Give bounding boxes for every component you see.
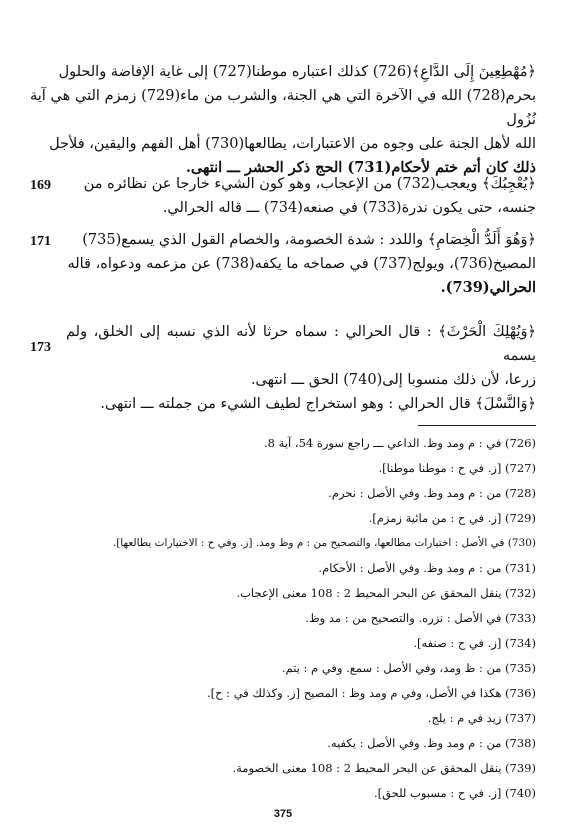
footnote: (738) من : م ومد وظ. وفي الأصل : يكفيه. bbox=[327, 736, 536, 750]
footnote: (731) من : م ومد وظ. وفي الأصل : الأحكام. bbox=[318, 561, 536, 575]
footnote: (736) هكذا في الأصل، وفي م ومد وظ : المصيح [ز. وكذلك في : ح]. bbox=[206, 686, 536, 700]
footnote: (737) زيد في م : يلج. bbox=[427, 711, 536, 725]
footnote: (735) من : ظ ومد، وفي الأصل : سمع. وفي م : يتم. bbox=[281, 661, 536, 675]
paragraph-verse-169 bbox=[66, 172, 536, 220]
footnote: (733) في الأصل : نزره. والتصحيح من : مد وظ. bbox=[305, 611, 536, 625]
paragraph-line: زرعا، لأن ذلك منسوبا إلى(740) الحق ـــ انتهى. bbox=[250, 372, 536, 388]
footnote: (732) ينقل المحقق عن البحر المحيط 2 : 108 معنى الإعجاب. bbox=[236, 586, 536, 600]
footnote: (728) من : م ومد وظ. وفي الأصل : نحرم. bbox=[328, 486, 536, 500]
paragraph-verse-173 bbox=[66, 320, 536, 416]
paragraph-line: ﴿وَالنَّسْلَ﴾ قال الحرالي : وهو استخراج لطيف الشيء من جملته ـــ انتهى. bbox=[100, 396, 536, 412]
verse-number: 171 bbox=[30, 234, 51, 249]
footnote: (730) في الأصل : اختيارات مطالعها، والتصحيح من : م وظ ومد. [ز. وفي ح : الاختيارات يطالعها]. bbox=[112, 537, 536, 549]
footnote: (729) [ز. في ح : من مائية زمزم]. bbox=[368, 511, 536, 525]
paragraph-verse-171 bbox=[66, 228, 536, 300]
page-number: 375 bbox=[273, 808, 293, 820]
footnote: (727) [ز. في ح : موطنا موطنا]. bbox=[378, 461, 536, 475]
paragraph-line: ﴿يُعْجِبُكَ﴾ ويعجب(732) من الإعجاب، وهو كون الشيء خارجا عن نظائره من bbox=[83, 176, 536, 192]
paragraph-line: ذلك كان أتم ختم لأحكام(731) الحج ذكر الحشر ـــ انتهى. bbox=[185, 159, 536, 176]
footnote: (734) [ز. في ح : صنفه]. bbox=[413, 636, 536, 650]
paragraph-line: جنسه، حتى يكون ندرة(733) في صنعه(734) ـــ قاله الحرالي. bbox=[162, 200, 536, 216]
footnote: (740) [ز. في ح : مسبوب للحق]. bbox=[373, 786, 536, 800]
paragraph-line: ﴿وَهُوَ أَلَدُّ الْخِصَامِ﴾ واللدد : شدة الخصومة، والخصام القول الذي يسمع(735) bbox=[82, 232, 536, 248]
paragraph-line: المصيخ(736)، ويولج(737) في صماخه ما يكفه(738) عن مزعمه ودعواه، قاله bbox=[67, 256, 536, 272]
paragraph-line: ﴿مُهْطِعِينَ إِلَى الدَّاعِ﴾(726) كذلك اعتباره موطنا(727) إلى غاية الإفاضة والحلول bbox=[58, 64, 536, 80]
paragraph-line: الحرالي(739). bbox=[440, 279, 536, 296]
paragraph-line: بحرم(728) الله في الآخرة التي هي الجنة، والشرب من ماء(729) زمزم التي هي آية نُزُول bbox=[30, 88, 537, 128]
verse-number: 169 bbox=[30, 178, 51, 193]
footnote: (726) في : م ومد وظ. الداعي ـــ راجع سورة 54، آية 8. bbox=[263, 436, 536, 450]
footnote: (739) ينقل المحقق عن البحر المحيط 2 : 108 معنى الخصومة. bbox=[232, 761, 536, 775]
footnote-separator bbox=[418, 425, 536, 426]
paragraph-line: ﴿وَيُهْلِكَ الْحَرْثَ﴾ : قال الحرالي : سماه حرثا لأنه الذي نسبه إلى الخلق، ولم يسمه bbox=[66, 324, 536, 364]
verse-number: 173 bbox=[30, 340, 51, 355]
paragraph-continuation bbox=[30, 60, 536, 180]
paragraph-line: الله لأهل الجنة على وجوه من الاعتبارات، يطالعها(730) أهل الفهم واليقين، فلأجل bbox=[49, 136, 536, 152]
